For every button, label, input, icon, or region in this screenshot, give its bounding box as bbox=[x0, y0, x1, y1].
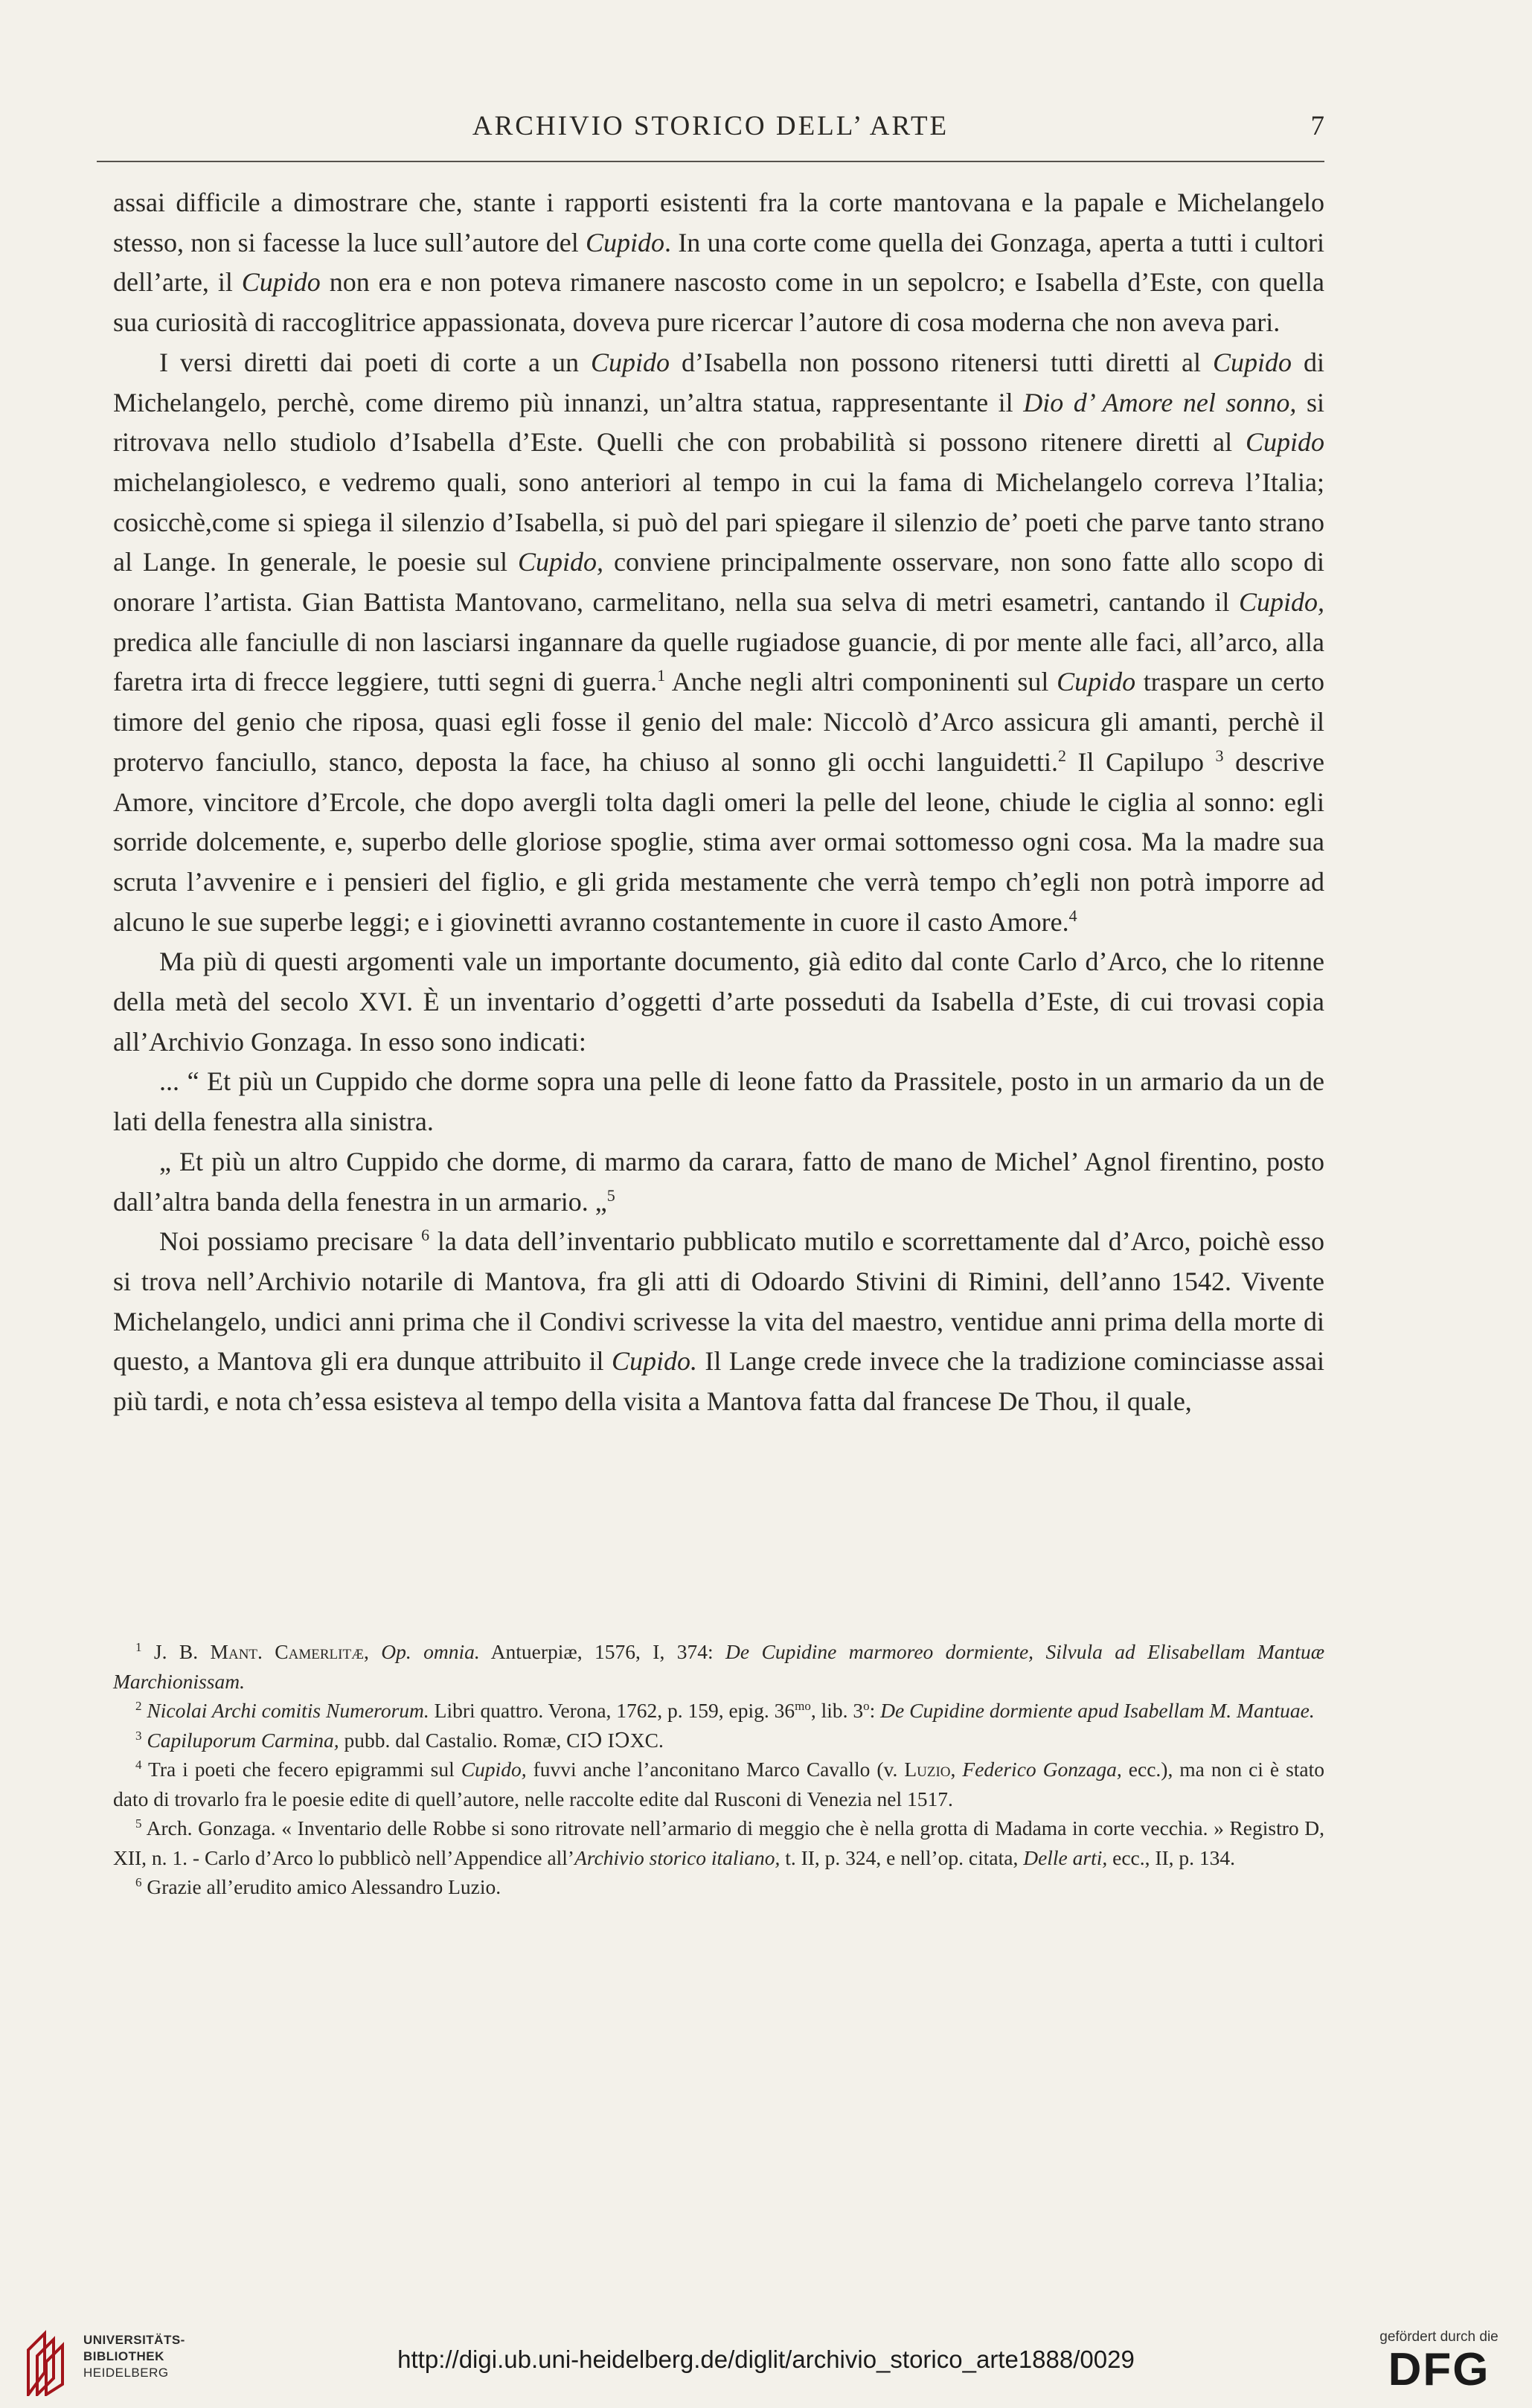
footnote-ref[interactable]: 3 bbox=[1215, 746, 1224, 765]
footnote-6: $^6$ Grazie all’erudito amico Alessandro Luzio. bbox=[135, 1874, 501, 1898]
footnote-ref[interactable]: 2 bbox=[1057, 746, 1066, 765]
footnote-4: $^4$ Tra i poeti che fecero epigrammi sul Cupido, fuvvi anche l’anconitano Marco Cavallo (v. Luzio, Federico Gonzaga, ecc.), ma non ci è stato dato di trovarlo fra le poesie edite di quell’autore, nelle raccolte edite dal Rusconi di Venezia nel 1517. bbox=[113, 1757, 1325, 1810]
running-title: ARCHIVIO STORICO DELL’ ARTE bbox=[472, 111, 949, 141]
footnote-2: $^2$ Nicolai Archi comitis Numerorum. Libri quattro. Verona, 1762, p. 159, epig. $36^{mo}$, lib. 3$^o$: De Cupidine dormiente apud Isabellam M. Mantuae. bbox=[135, 1698, 1315, 1722]
source-url-link[interactable]: http://digi.ub.uni-heidelberg.de/diglit/archivio_storico_arte1888/0029 bbox=[397, 2345, 1135, 2373]
footnote-3: $^3$ Capiluporum Carmina, pubb. dal Castalio. Romæ, CIↃ IↃXC. bbox=[135, 1728, 664, 1752]
footnote-ref[interactable]: 6 bbox=[421, 1226, 430, 1245]
dfg-logo-icon: DFG bbox=[1388, 2344, 1490, 2395]
sponsor-block bbox=[1368, 2329, 1510, 2395]
running-head bbox=[97, 104, 1324, 149]
page-number: 7 bbox=[1310, 111, 1324, 141]
library-name: UNIVERSITÄTS- BIBLIOTHEK HEIDELBERG bbox=[83, 2333, 185, 2380]
footnotes bbox=[113, 1637, 1324, 1902]
paragraph-4: Noi possiamo precisare $^6$ la data dell’inventario pubblicato mutilo e scorrettamente dal d’Arco, poichè esso si trova nell’Archivio notarile di Mantova, fra gli atti di Odoardo Stivini di Rimini, dell’anno 1542. Vivente Michelangelo, undici anni prima che il Condivi scrivesse la vita del maestro, ventidue anni prima della morte di questo, a Mantova gli era dunque attribuito il Cupido. Il Lange crede invece che la tradizione cominciasse assai più tardi, e nota ch’essa esisteva al tempo della visita a Mantova fatta dal francese De Thou, il quale, bbox=[113, 1226, 1325, 1417]
sponsor-label: gefördert durch die bbox=[1379, 2329, 1499, 2345]
quotation-1: ... “ Et più un Cuppido che dorme sopra una pelle di leone fatto da Prassitele, posto in un armario da un de lati della fenestra alla sinistra. bbox=[113, 1066, 1324, 1137]
footnote-ref[interactable]: 5 bbox=[606, 1185, 615, 1205]
footnote-ref[interactable]: 4 bbox=[1068, 906, 1077, 925]
paragraph-3: Ma più di questi argomenti vale un importante documento, già edito dal conte Carlo d’Arco, che lo ritenne della metà del secolo XVI. È un inventario d’oggetti d’arte posseduti da Isabella d’Este, di cui trovasi copia all’Archivio Gonzaga. In esso sono indicati: bbox=[113, 947, 1324, 1057]
header-rule bbox=[97, 161, 1324, 162]
paragraph-1: assai difficile a dimostrare che, stante i rapporti esistenti fra la corte mantovana e la papale e Michelangelo stesso, non si facesse la luce sull’autore del Cupido. In una corte come quella dei Gonzaga, aperta a tutti i cultori dell’arte, il Cupido non era e non poteva rimanere nascosto come in un sepolcro; e Isabella d’Este, con quella sua curiosità di raccoglitrice appassionata, doveva pure ricercar l’autore di cosa moderna che non aveva pari. bbox=[113, 188, 1325, 338]
body-text bbox=[113, 183, 1324, 1422]
footnote-ref[interactable]: 1 bbox=[657, 666, 666, 685]
footer bbox=[0, 2322, 1532, 2408]
footnote-5: $^5$ Arch. Gonzaga. « Inventario delle Robbe si sono ritrovate nell’armario di meggio che è nella grotta di Madama in corte vecchia. » Registro D, XII, n. 1. - Carlo d’Arco lo pubblicò nell’Appendice all’Archivio storico italiano, t. II, p. 324, e nell’op. citata, Delle arti, ecc., II, p. 134. bbox=[113, 1816, 1324, 1869]
quotation-2: „ Et più un altro Cuppido che dorme, di marmo da carara, fatto de mano de Michel’ Agnol firentino, posto dall’altra banda della fenestra in un armario. „$^5$ bbox=[113, 1146, 1324, 1217]
footnote-1: $^1$ J. B. Mant. Camerlitæ, Op. omnia. Antuerpiæ, 1576, I, 374: De Cupidine marmoreo dormiente, Silvula ad Elisabellam Mantuæ Marchionissam. bbox=[113, 1639, 1325, 1693]
paragraph-2: I versi diretti dai poeti di corte a un Cupido d’Isabella non possono ritenersi tutti diretti al Cupido di Michelangelo, perchè, come diremo più innanzi, un’altra statua, rappresentante il Dio d’ Amore nel sonno, si ritrovava nello studiolo d’Isabella d’Este. Quelli che con probabilità si possono ritenere diretti al Cupido michelangiolesco, e vedremo quali, sono anteriori al tempo in cui la fama di Michelangelo correva l’Italia; cosicchè,come si spiega il silenzio d’Isabella, si può del pari spiegare il silenzio de’ poeti che parve tanto strano al Lange. In generale, le poesie sul Cupido, conviene principalmente osservare, non sono fatte allo scopo di onorare l’artista. Gian Battista Mantovano, carmelitano, nella sua selva di metri esametri, cantando il Cupido, predica alle fanciulle di non lasciarsi ingannare da quelle rugiadose guancie, di por mente alle faci, all’arco, alla faretra irta di frecce leggiere, tutti segni di guerra.$^1$ Anche negli altri componinenti sul Cupido traspare un certo timore del genio che riposa, quasi egli fosse il genio del male: Niccolò d’Arco assicura gli amanti, perchè il protervo fanciullo, stanco, deposta la face, ha chiuso al sonno gli occhi languidetti.$^2$ Il Capilupo $^3$ descrive Amore, vincitore d’Ercole, che dopo avergli tolta dagli omeri la pelle del leone, chiude le ciglia al sonno: egli sorride dolcemente, e, superbo delle gloriose spoglie, stima aver ormai sottomesso ogni cosa. Ma la madre sua scruta l’avvenire e i pensieri del figlio, e gli grida mestamente che verrà tempo ch’egli non potrà imporre ad alcuno le sue superbe leggi; e i giovinetti avranno costantemente in cuore il casto Amore.$^4$ bbox=[113, 347, 1325, 937]
